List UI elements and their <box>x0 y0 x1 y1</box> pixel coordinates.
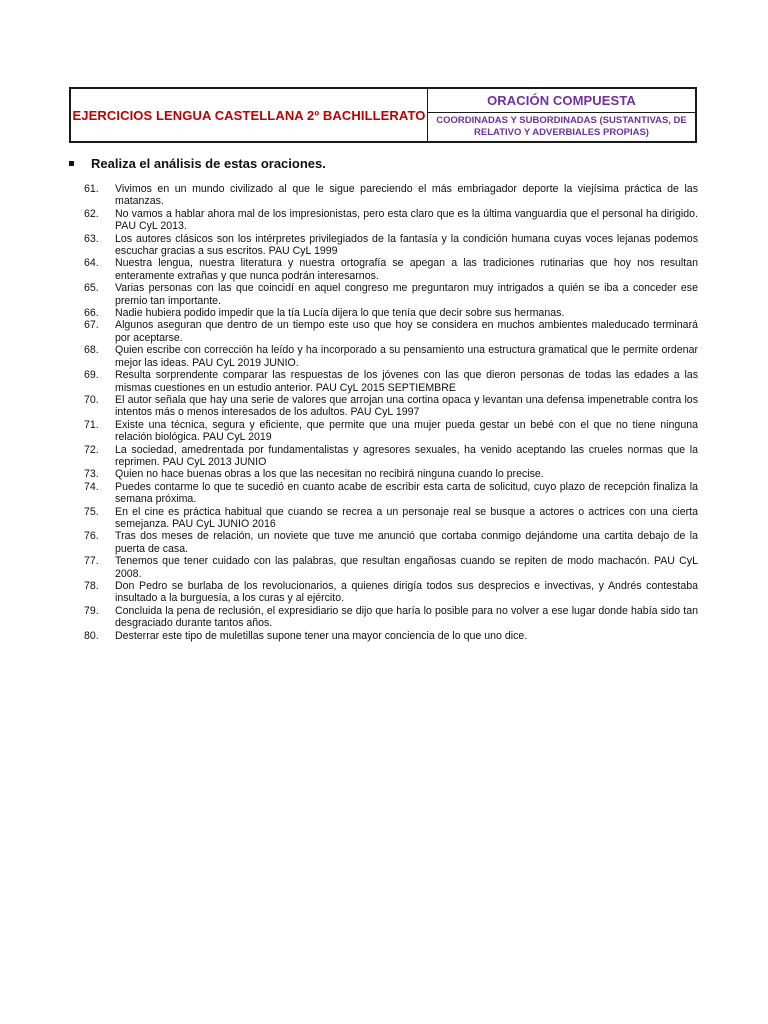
exercise-text: Desterrar este tipo de muletillas supone tener una mayor conciencia de lo que uno dice. <box>115 629 528 642</box>
exercise-text: Varias personas con las que coincidí en aquel congreso me preguntaron muy intrigados a quién se iba a conceder ese premio tan importante. <box>115 282 698 307</box>
exercise-item <box>84 555 698 580</box>
exercise-item <box>84 319 698 344</box>
exercise-item <box>84 468 698 480</box>
exercise-item <box>84 481 698 506</box>
exercise-number: 77. <box>84 555 99 568</box>
exercise-number: 63. <box>84 232 99 245</box>
exercise-text: No vamos a hablar ahora mal de los impresionistas, pero esta claro que es la última vanguardia que el personal ha dirigido. PAU CyL 2013. <box>115 207 698 233</box>
header-right-cell <box>428 89 695 141</box>
square-bullet-icon <box>69 161 74 166</box>
exercise-number: 79. <box>84 604 99 617</box>
course-title: EJERCICIOS LENGUA CASTELLANA 2º BACHILLERATO <box>72 107 426 123</box>
exercise-item <box>84 419 698 444</box>
exercise-item <box>84 530 698 555</box>
exercise-number: 68. <box>84 344 99 357</box>
exercise-text: Nuestra lengua, nuestra literatura y nuestra ortografía se apegan a las tradiciones rutinarias que hoy nos resultan enteramente extrañas y que nunca podrán interesarnos. <box>115 257 698 282</box>
exercise-number: 69. <box>84 369 99 382</box>
topic-subtitle-cell <box>428 113 695 141</box>
exercise-text: Resulta sorprendente comparar las respuestas de los jóvenes con las que dieron personas de todas las edades a las mismas cuestiones en un estudio anterior. PAU CyL 2015 SEPTIEMBRE <box>115 369 698 394</box>
exercise-item <box>84 506 698 531</box>
exercise-number: 65. <box>84 282 99 295</box>
exercise-text: El autor señala que hay una serie de valores que arrojan una cortina opaca y levantan una defensa impenetrable contra los intentos más o menos interesados de los adultos. PAU CyL 1997 <box>115 393 698 419</box>
exercise-text: Nadie hubiera podido impedir que la tía Lucía dijera lo que tenía que decir sobre sus hermanas. <box>115 307 565 320</box>
instruction <box>69 156 326 171</box>
exercise-number: 72. <box>84 443 99 456</box>
instruction-text: Realiza el análisis de estas oraciones. <box>91 156 326 171</box>
exercise-item <box>84 580 698 605</box>
exercise-list <box>84 183 698 642</box>
exercise-text: Concluida la pena de reclusión, el expresidiario se dijo que haría lo posible para no volver a ese lugar donde había sido tan desgraciado durante tantos años. <box>115 604 698 630</box>
exercise-text: Puedes contarme lo que te sucedió en cuanto acabe de escribir esta carta de solicitud, cuyo plazo de recepción finaliza la semana próxima. <box>115 480 698 506</box>
exercise-text: Tras dos meses de relación, un noviete que tuve me anunció que cortaba conmigo dejándome una cartita debajo de la puerta de casa. <box>115 530 698 555</box>
exercise-text: En el cine es práctica habitual que cuando se recrea a un personaje real se busque a actores o actrices con una cierta semejanza. PAU CyL JUNIO 2016 <box>115 505 698 530</box>
exercise-item <box>84 282 698 307</box>
exercise-number: 71. <box>84 418 99 431</box>
exercise-item <box>84 369 698 394</box>
header-table <box>69 87 697 143</box>
exercise-number: 75. <box>84 505 99 518</box>
exercise-number: 80. <box>84 629 99 642</box>
exercise-number: 76. <box>84 530 99 543</box>
exercise-text: Quien no hace buenas obras a los que las necesitan no recibirá ninguna cuando lo precise. <box>115 468 544 481</box>
exercise-text: Quien escribe con corrección ha leído y ha incorporado a su pensamiento una estructura gramatical que le permite ordenar mejor las ideas. PAU CyL 2019 JUNIO. <box>115 344 698 369</box>
topic-subtitle: COORDINADAS Y SUBORDINADAS (SUSTANTIVAS, DE RELATIVO Y ADVERBIALES PROPIAS) <box>436 115 687 138</box>
exercise-text: Los autores clásicos son los intérpretes privilegiados de la fantasía y la condición humana cuyas voces lejanas podemos escuchar gracias a sus escritos. PAU CyL 1999 <box>115 232 698 258</box>
exercise-item <box>84 183 698 208</box>
exercise-text: Algunos aseguran que dentro de un tiempo este uso que hoy se considera en muchos ambientes maleducado terminará por aceptarse. <box>115 319 698 344</box>
exercise-number: 67. <box>84 319 99 332</box>
exercise-text: Existe una técnica, segura y eficiente, que permite que una mujer pueda gestar un bebé con el que no tiene ninguna relación biológica. PAU CyL 2019 <box>115 418 698 444</box>
exercise-number: 70. <box>84 393 99 406</box>
header-left-cell <box>71 89 428 141</box>
exercise-number: 64. <box>84 257 99 270</box>
exercise-number: 73. <box>84 468 99 481</box>
exercise-text: Don Pedro se burlaba de los revolucionarios, a quienes dirigía todos sus desprecios e invectivas, y Andrés contestaba insultado a la burguesía, a los curas y al ejército. <box>115 580 698 605</box>
exercise-text: La sociedad, amedrentada por fundamentalistas y agresores sexuales, ha venido aceptando las crueles normas que la reprimen. PAU CyL 2013 JUNIO <box>115 443 698 468</box>
exercise-item <box>84 233 698 258</box>
exercise-number: 61. <box>84 183 99 195</box>
topic-title-cell <box>428 89 695 113</box>
exercise-text: Vivimos en un mundo civilizado al que le sigue pareciendo el más embriagador deporte la viejísima práctica de las matanzas. <box>115 183 698 208</box>
exercise-number: 62. <box>84 207 99 220</box>
exercise-item <box>84 208 698 233</box>
exercise-text: Tenemos que tener cuidado con las palabras, que resultan engañosas cuando se repiten de modo machacón. PAU CyL 2008. <box>115 555 698 580</box>
exercise-item <box>84 444 698 469</box>
exercise-item <box>84 257 698 282</box>
exercise-item <box>84 394 698 419</box>
exercise-number: 74. <box>84 480 99 493</box>
exercise-item <box>84 630 698 642</box>
exercise-number: 78. <box>84 580 99 592</box>
topic-title: ORACIÓN COMPUESTA <box>487 93 636 108</box>
exercise-number: 66. <box>84 307 99 320</box>
exercise-item <box>84 344 698 369</box>
exercise-item <box>84 605 698 630</box>
exercise-item <box>84 307 698 319</box>
